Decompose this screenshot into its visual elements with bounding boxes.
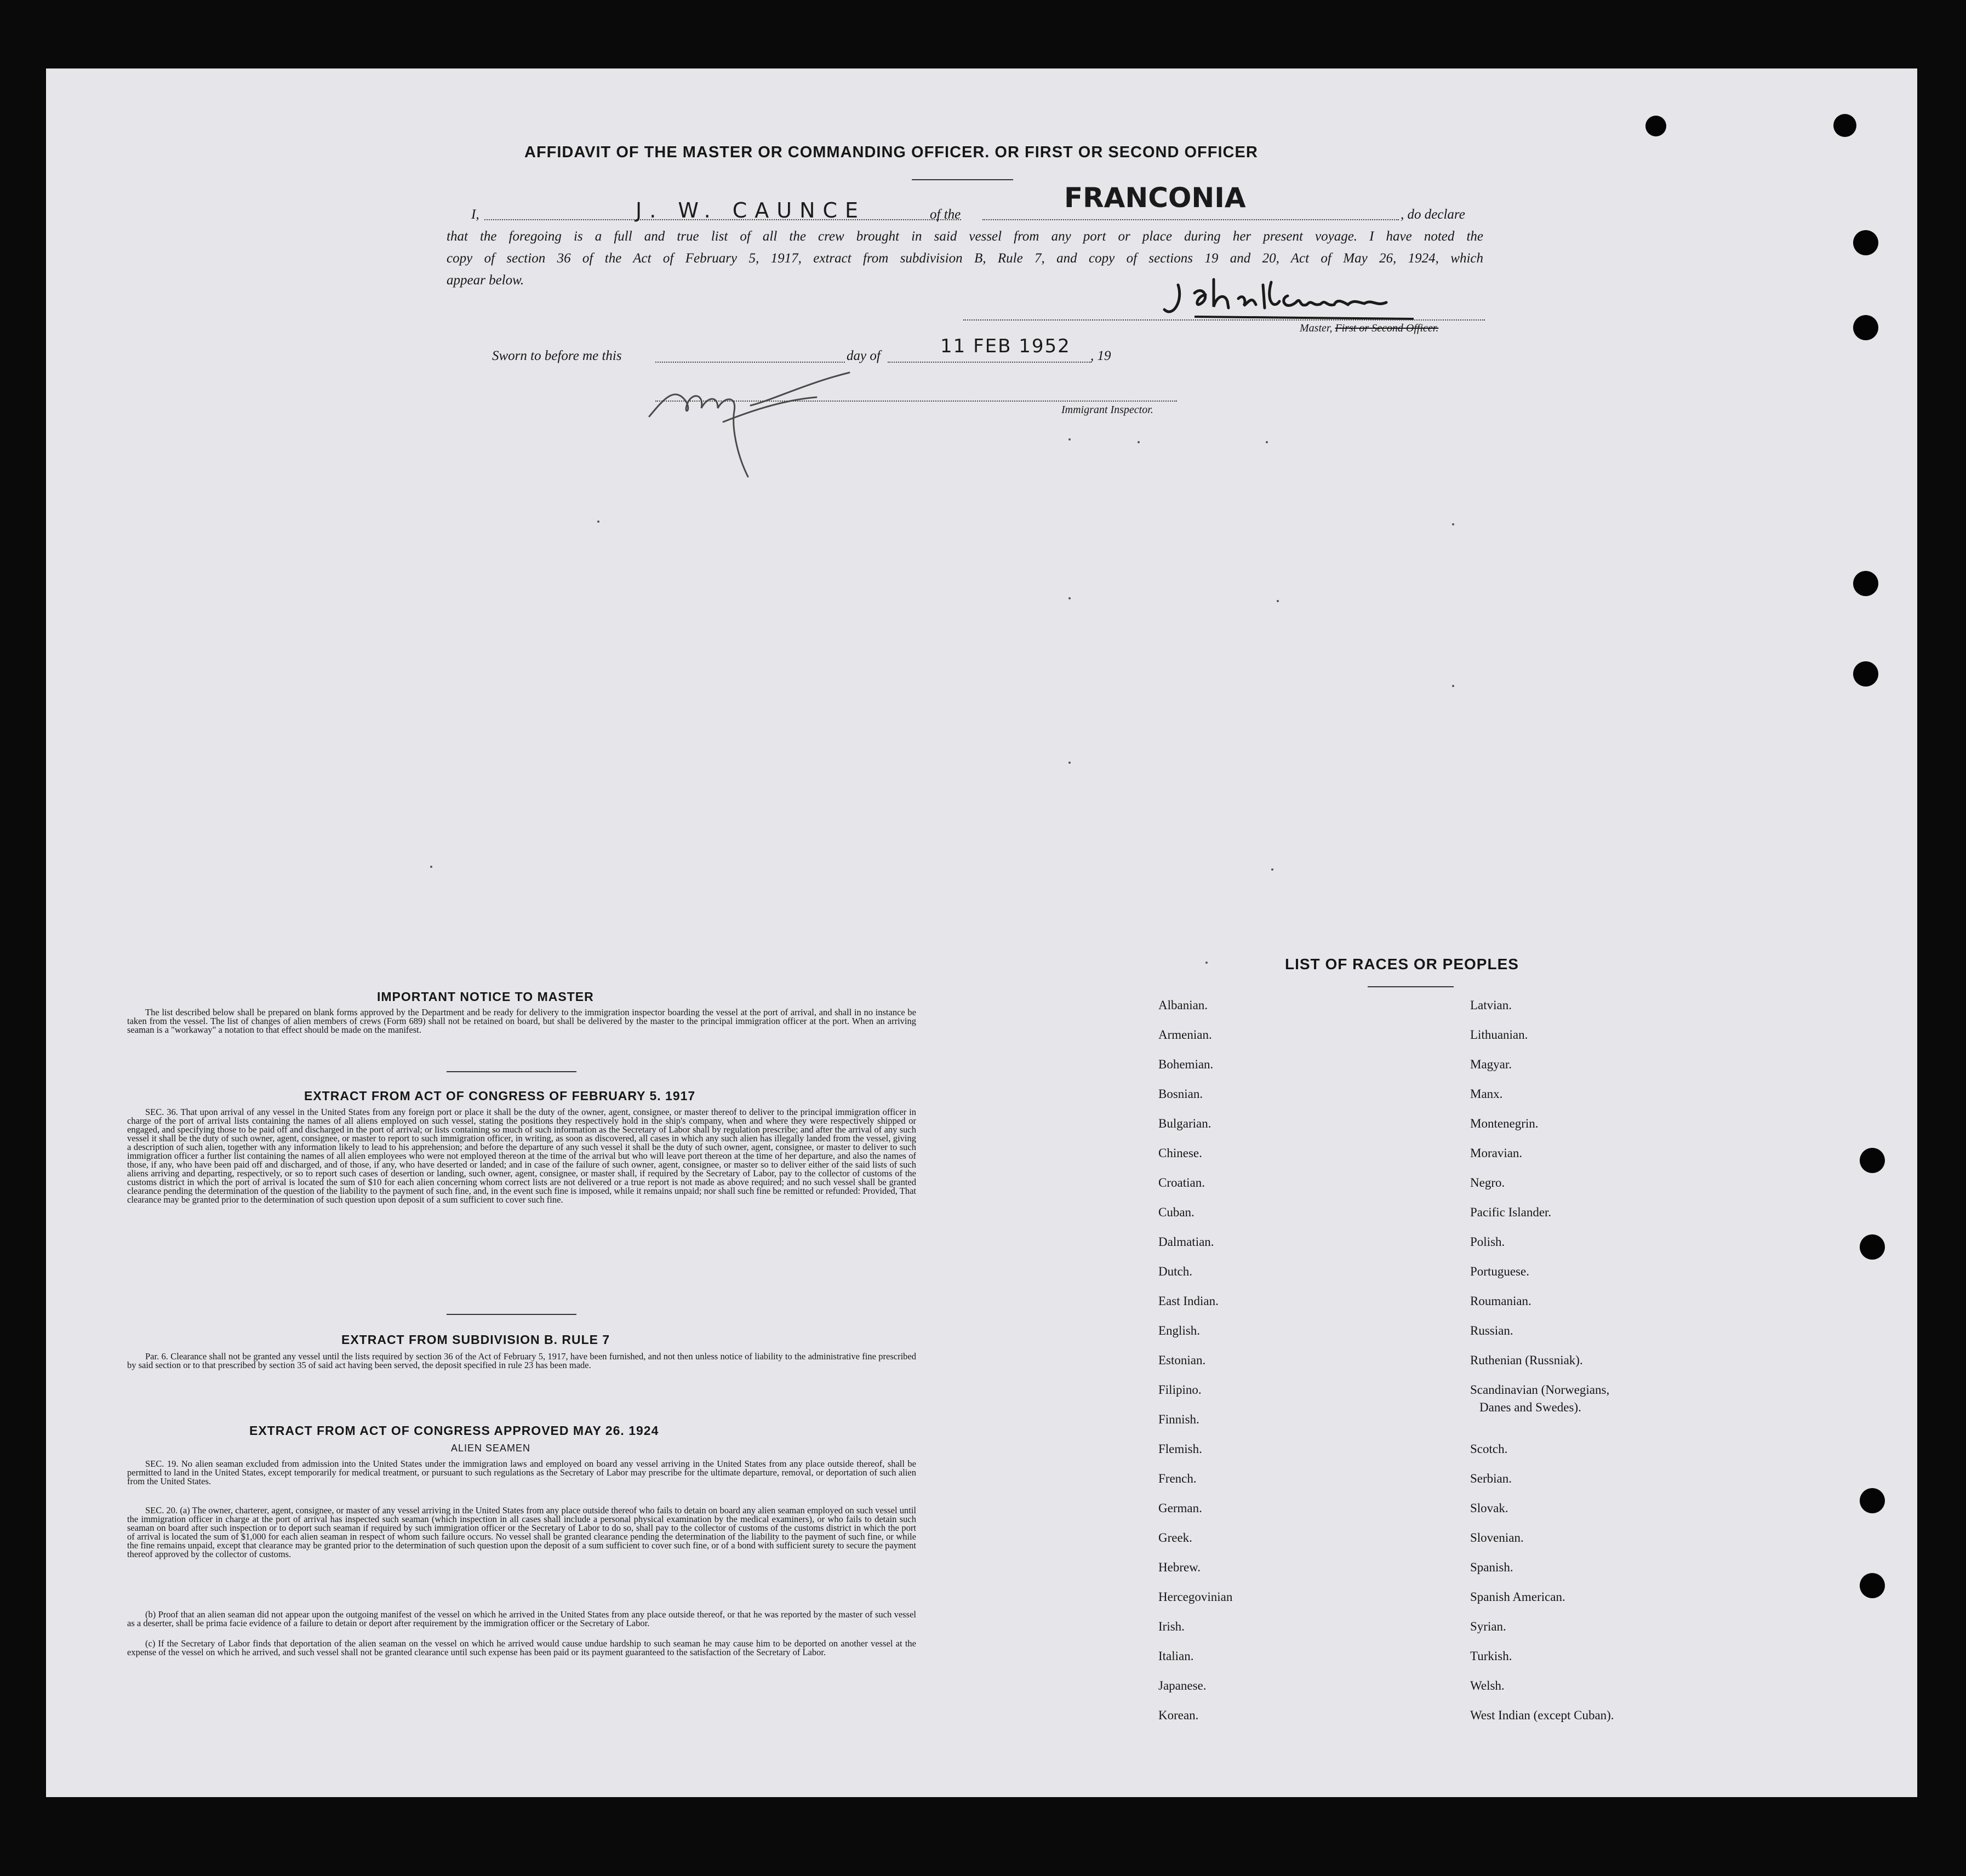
extract-1924-sec20c: (c) If the Secretary of Labor finds that deportation of the alien seaman on the vessel on which he arrived would cause undue hardship to such seaman he may cause him to be deported on another vessel at the expense of the vessel on which he arrived, and such vessel shall not be granted clearance until such expense has been paid or its payment guaranteed to the satisfaction of the Secretary of Labor. bbox=[127, 1638, 916, 1657]
extract-rule7-title: EXTRACT FROM SUBDIVISION B. RULE 7 bbox=[341, 1332, 610, 1347]
race-item: Finnish. bbox=[1158, 1412, 1199, 1426]
signer-title bbox=[1300, 322, 1438, 335]
race-item: Dutch. bbox=[1158, 1265, 1192, 1278]
speck bbox=[1452, 523, 1454, 525]
extract-1917-body: SEC. 36. That upon arrival of any vessel in the United States from any foreign port or place it shall be the duty of the owner, agent, consignee, or master thereof to deliver to the principal immigration officer in charge of the port of arrival lists containing the names of all aliens employed on such vessel, stating the positions they respectively hold in the ship's company, when and where they were respectively shipped or engaged, and specifying those to be paid off and discharged in the port of arrival; or lists containing so much of such information as the Secretary of Labor shall by regulation prescribe; and after the arrival of any such vessel it shall be the duty of such owner, agent, consignee, or master to report to such immigration officer, in writing, as soon as discovered, all cases in which any such alien has illegally landed from the vessel, giving a description of such alien, together with any information likely to lead to his apprehension; and before the departure of any such vessel it shall be the duty of such owner, agent, consignee, or master to deliver to such immigration officer a further list containing the names of all alien employees who were not employed thereon at the time of the arrival but who will leave port thereon at the time of her departure, and also the names of those, if any, who have been paid off and discharged, and of those, if any, who have deserted or landed; and in case of the failure of such owner, agent, consignee, or master so to deliver either of the said lists of such aliens arriving and departing, respectively, or so to report such cases of desertion or landing, such owner, agent, consignee, or master shall, if required by the Secretary of Labor, pay to the collector of customs of the customs district in which the port of arrival is located the sum of $10 for each alien concerning whom correct lists are not delivered or a true report is not made as above required; and no such vessel shall be granted clearance pending the determination of the question of the liability to the payment of such fine, and, in the event such fine is imposed, while it remains unpaid; nor shall such fine be remitted or refunded: Provided, That clearance may be granted prior to the determination of such question upon deposit of a sum sufficient to cover such fine. bbox=[127, 1107, 916, 1205]
extract-rule7-body: Par. 6. Clearance shall not be granted any vessel until the lists required by section 36 of the Act of February 5, 1917, have been furnished, and not then unless notice of liability to the administrative fine prescribed by said section or to that prescribed by section 35 of said act having been served, the deposit specified in rule 23 has been made. bbox=[127, 1351, 916, 1370]
notice-body: The list described below shall be prepared on blank forms approved by the Department and be ready for delivery to the immigration inspector boarding the vessel at the port of arrival, and shall in no instance be taken from the vessel. The list of changes of alien members of crews (Form 689) shall not be retained on board, but shall be delivered by the master to the principal immigration officer at the port. When an arriving seaman is a "workaway" a notation to that effect should be made on the manifest. bbox=[127, 1007, 916, 1035]
extract-1924-sec19: SEC. 19. No alien seaman excluded from admission into the United States under the immigration laws and employed on board any vessel arriving in the United States from any place outside thereof, shall be permitted to land in the United States, except temporarily for medical treatment, or pursuant to such regulations as the Secretary of Labor may prescribe for the ultimate departure, removal, or deportation of such alien from the United States. bbox=[127, 1459, 916, 1486]
race-item: Pacific Islander. bbox=[1470, 1205, 1552, 1219]
master-name-handwritten: J. W. CAUNCE bbox=[636, 198, 866, 222]
extract-1924-sec20b: (b) Proof that an alien seaman did not appear upon the outgoing manifest of the vessel on which he arrived in the United States from any place outside thereof, or that he was reported by the master of such vessel as a deserter, shall be prima facie evidence of a failure to detain or deport after requirement by the immigration officer or the Secretary of Labor. bbox=[127, 1609, 916, 1628]
race-item: East Indian. bbox=[1158, 1294, 1219, 1308]
speck bbox=[1452, 685, 1454, 687]
race-item: Bulgarian. bbox=[1158, 1117, 1211, 1130]
notice-title: IMPORTANT NOTICE TO MASTER bbox=[377, 990, 594, 1004]
race-item: Montenegrin. bbox=[1470, 1117, 1539, 1130]
of-the-label: of the bbox=[930, 207, 961, 222]
punch-hole bbox=[1853, 661, 1878, 687]
race-item: Ruthenian (Russniak). bbox=[1470, 1353, 1583, 1367]
race-item: Chinese. bbox=[1158, 1146, 1202, 1160]
punch-hole bbox=[1860, 1234, 1885, 1260]
race-item: Estonian. bbox=[1158, 1353, 1206, 1367]
race-item: Negro. bbox=[1470, 1176, 1505, 1189]
inspector-label: Immigrant Inspector. bbox=[1061, 404, 1153, 416]
speck bbox=[1277, 600, 1279, 602]
divider bbox=[447, 1071, 576, 1072]
sworn-month-line bbox=[888, 362, 1091, 363]
race-item: French. bbox=[1158, 1472, 1197, 1485]
race-item: Portuguese. bbox=[1470, 1265, 1529, 1278]
speck bbox=[1068, 762, 1071, 764]
race-item: Turkish. bbox=[1470, 1649, 1512, 1663]
race-item: Filipino. bbox=[1158, 1383, 1202, 1397]
race-item: Croatian. bbox=[1158, 1176, 1205, 1189]
vessel-name: FRANCONIA bbox=[1064, 182, 1246, 214]
year-label: , 19 bbox=[1090, 348, 1111, 363]
speck bbox=[1205, 962, 1208, 964]
race-item: Irish. bbox=[1158, 1620, 1185, 1633]
punch-hole bbox=[1833, 114, 1856, 137]
divider bbox=[912, 179, 1013, 180]
inspector-line bbox=[655, 401, 1177, 402]
inspector-signature bbox=[641, 345, 893, 482]
race-item: Scandinavian (Norwegians, bbox=[1470, 1383, 1610, 1397]
punch-hole bbox=[1853, 230, 1878, 255]
declaration-line-1: that the foregoing is a full and true list of all the crew brought in said vessel from any port or place during her present voyage. I have noted the bbox=[447, 229, 1483, 244]
race-item: Spanish. bbox=[1470, 1560, 1513, 1574]
divider bbox=[1368, 986, 1454, 987]
race-item: English. bbox=[1158, 1324, 1201, 1337]
speck bbox=[1138, 441, 1140, 443]
race-item: Flemish. bbox=[1158, 1442, 1202, 1456]
date-stamp: 11 FEB 1952 bbox=[940, 335, 1071, 357]
race-item: Scotch. bbox=[1470, 1442, 1508, 1456]
punch-hole bbox=[1853, 571, 1878, 596]
declaration-line-3: appear below. bbox=[447, 273, 524, 288]
speck bbox=[430, 866, 432, 868]
race-item: Russian. bbox=[1470, 1324, 1513, 1337]
race-item: Japanese. bbox=[1158, 1679, 1207, 1692]
do-declare-label: , do declare bbox=[1401, 207, 1465, 222]
race-item: Manx. bbox=[1470, 1087, 1503, 1101]
race-item: Slovak. bbox=[1470, 1501, 1508, 1515]
extract-1924-sec20a: SEC. 20. (a) The owner, charterer, agent, consignee, or master of any vessel arriving in the United States from any place outside thereof who fails to detain on board any alien seaman employed on such vessel until the immigration officer in charge at the port of arrival has inspected such seaman (which inspection in all cases shall include a personal physical examination by the medical examiners), or who fails to detain such seaman on board after such inspection or to deport such seaman if required by such immigration officer or the Secretary of Labor to do so, shall pay to the collector of customs of the customs district in which the port of arrival is located the sum of $1,000 for each alien seaman in respect of whom such failure occurs. No vessel shall be granted clearance pending the determination of the liability to the payment of such fine, or while the fine remains unpaid, except that clearance may be granted prior to the determination of such question upon the deposit of a sum sufficient to cover such fine, or of a bond with sufficient surety to secure the payment thereof approved by the collector of customs. bbox=[127, 1505, 916, 1559]
race-item: Welsh. bbox=[1470, 1679, 1505, 1692]
extract-1924-subtitle: ALIEN SEAMEN bbox=[451, 1443, 531, 1454]
punch-hole bbox=[1860, 1573, 1885, 1598]
race-item: Greek. bbox=[1158, 1531, 1192, 1545]
race-item: Italian. bbox=[1158, 1649, 1194, 1663]
races-title: LIST OF RACES OR PEOPLES bbox=[1285, 956, 1519, 973]
race-item: Latvian. bbox=[1470, 998, 1512, 1012]
punch-hole bbox=[1853, 315, 1878, 340]
affidavit-title: AFFIDAVIT OF THE MASTER OR COMMANDING OFFICER. OR FIRST OR SECOND OFFICER bbox=[524, 144, 1258, 161]
race-item: Spanish American. bbox=[1470, 1590, 1565, 1604]
punch-hole bbox=[1645, 116, 1666, 136]
race-item: Slovenian. bbox=[1470, 1531, 1524, 1545]
race-item: Danes and Swedes). bbox=[1479, 1400, 1581, 1414]
punch-hole bbox=[1860, 1488, 1885, 1513]
race-item: German. bbox=[1158, 1501, 1202, 1515]
race-item: Lithuanian. bbox=[1470, 1028, 1528, 1042]
extract-1924-title: EXTRACT FROM ACT OF CONGRESS APPROVED MAY 26. 1924 bbox=[249, 1423, 659, 1438]
race-item: Hebrew. bbox=[1158, 1560, 1201, 1574]
signer-title-master: Master, bbox=[1300, 322, 1335, 334]
race-item: Syrian. bbox=[1470, 1620, 1506, 1633]
sworn-label: Sworn to before me this bbox=[492, 348, 622, 363]
speck bbox=[1068, 597, 1071, 599]
punch-hole bbox=[1860, 1148, 1885, 1173]
race-item: Cuban. bbox=[1158, 1205, 1195, 1219]
speck bbox=[1068, 438, 1071, 441]
race-item: Hercegovinian bbox=[1158, 1590, 1233, 1604]
race-item: Armenian. bbox=[1158, 1028, 1212, 1042]
declaration-line-2: copy of section 36 of the Act of February 5, 1917, extract from subdivision B, Rule 7, and copy of sections 19 and 20, Act of May 26, 1924, which bbox=[447, 251, 1483, 266]
race-item: Bohemian. bbox=[1158, 1057, 1214, 1071]
race-item: Moravian. bbox=[1470, 1146, 1523, 1160]
speck bbox=[1266, 441, 1268, 443]
race-item: Polish. bbox=[1470, 1235, 1505, 1249]
extract-1917-title: EXTRACT FROM ACT OF CONGRESS OF FEBRUARY 5. 1917 bbox=[304, 1089, 696, 1103]
speck bbox=[1271, 868, 1273, 871]
race-item: Serbian. bbox=[1470, 1472, 1512, 1485]
i-label: I, bbox=[471, 207, 479, 222]
race-item: Magyar. bbox=[1470, 1057, 1512, 1071]
signer-title-struck: First or Second Officer. bbox=[1335, 322, 1439, 334]
speck bbox=[597, 521, 599, 523]
race-item: Albanian. bbox=[1158, 998, 1208, 1012]
vessel-line bbox=[982, 219, 1399, 220]
signature-line bbox=[963, 319, 1485, 321]
divider bbox=[447, 1314, 576, 1315]
day-of-label: day of bbox=[847, 348, 881, 363]
race-item: Dalmatian. bbox=[1158, 1235, 1214, 1249]
race-item: Roumanian. bbox=[1470, 1294, 1531, 1308]
race-item: Korean. bbox=[1158, 1708, 1199, 1722]
race-item: Bosnian. bbox=[1158, 1087, 1203, 1101]
race-item: West Indian (except Cuban). bbox=[1470, 1708, 1614, 1722]
